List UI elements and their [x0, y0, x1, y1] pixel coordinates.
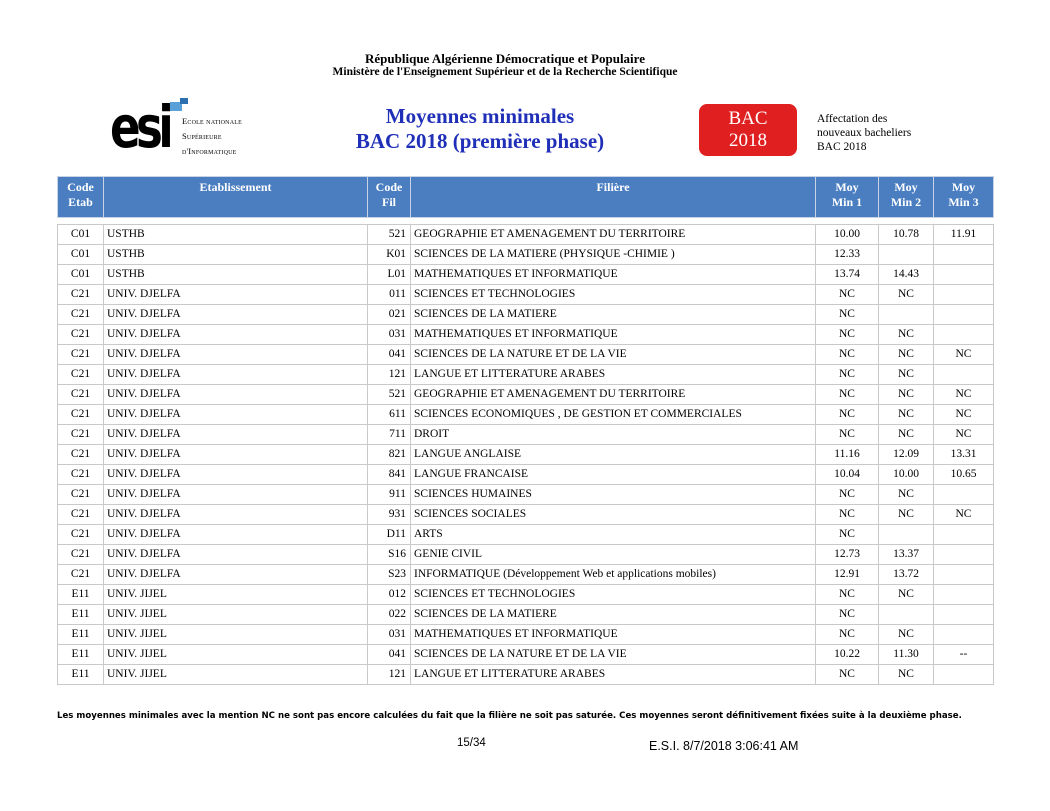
cell-etablissement: UNIV. DJELFA: [104, 325, 368, 345]
cell-code-fil: 031: [368, 325, 411, 345]
cell-moy-min-1: NC: [816, 425, 879, 445]
logo-text-line3: d'Informatique: [182, 146, 237, 156]
cell-moy-min-2: 13.37: [879, 545, 934, 565]
cell-filiere: DROIT: [411, 425, 816, 445]
cell-moy-min-1: 10.04: [816, 465, 879, 485]
cell-code-fil: 041: [368, 645, 411, 665]
cell-moy-min-2: 14.43: [879, 265, 934, 285]
header-code-fil: Code Fil: [368, 177, 411, 218]
logo-text: [182, 114, 242, 159]
cell-code-fil: 521: [368, 385, 411, 405]
cell-code-fil: 911: [368, 485, 411, 505]
cell-moy-min-3: [934, 245, 994, 265]
table-row: [58, 305, 994, 325]
table-row: [58, 225, 994, 245]
table-row: [58, 425, 994, 445]
cell-code-fil: 041: [368, 345, 411, 365]
cell-moy-min-1: 10.00: [816, 225, 879, 245]
cell-moy-min-2: 10.78: [879, 225, 934, 245]
affectation-line2: nouveaux bacheliers: [817, 127, 912, 139]
cell-code-etab: E11: [58, 625, 104, 645]
cell-filiere: MATHEMATIQUES ET INFORMATIQUE: [411, 325, 816, 345]
cell-moy-min-1: NC: [816, 665, 879, 685]
header-filiere: Filière: [411, 177, 816, 218]
table-row: [58, 585, 994, 605]
cell-code-fil: 611: [368, 405, 411, 425]
cell-etablissement: UNIV. DJELFA: [104, 525, 368, 545]
cell-filiere: SCIENCES DE LA MATIERE: [411, 305, 816, 325]
table-row: [58, 645, 994, 665]
header-republic: République Algérienne Démocratique et Populaire: [365, 51, 645, 66]
cell-moy-min-2: 13.72: [879, 565, 934, 585]
cell-code-fil: S16: [368, 545, 411, 565]
results-table-wrap: [57, 176, 994, 685]
cell-moy-min-3: [934, 485, 994, 505]
cell-etablissement: UNIV. DJELFA: [104, 445, 368, 465]
cell-code-fil: 821: [368, 445, 411, 465]
cell-filiere: LANGUE ANGLAISE: [411, 445, 816, 465]
cell-moy-min-3: 10.65: [934, 465, 994, 485]
results-table: [57, 176, 994, 685]
cell-code-fil: 121: [368, 365, 411, 385]
cell-moy-min-3: [934, 665, 994, 685]
cell-etablissement: UNIV. DJELFA: [104, 545, 368, 565]
cell-etablissement: UNIV. DJELFA: [104, 485, 368, 505]
cell-moy-min-2: [879, 525, 934, 545]
cell-moy-min-3: NC: [934, 425, 994, 445]
cell-moy-min-1: 11.16: [816, 445, 879, 465]
cell-code-fil: 521: [368, 225, 411, 245]
cell-moy-min-2: NC: [879, 325, 934, 345]
cell-moy-min-2: 10.00: [879, 465, 934, 485]
esi-logo-letters: esi: [110, 93, 170, 161]
cell-code-etab: C21: [58, 425, 104, 445]
table-header-row: [58, 177, 994, 218]
cell-etablissement: UNIV. DJELFA: [104, 305, 368, 325]
cell-moy-min-3: [934, 265, 994, 285]
cell-moy-min-2: NC: [879, 365, 934, 385]
cell-code-fil: L01: [368, 265, 411, 285]
cell-code-fil: 022: [368, 605, 411, 625]
cell-moy-min-1: NC: [816, 305, 879, 325]
cell-code-fil: 012: [368, 585, 411, 605]
cell-moy-min-2: NC: [879, 505, 934, 525]
header-moy-min-2: Moy Min 2: [879, 177, 934, 218]
cell-filiere: SCIENCES DE LA NATURE ET DE LA VIE: [411, 345, 816, 365]
cell-moy-min-2: NC: [879, 585, 934, 605]
cell-filiere: SCIENCES DE LA NATURE ET DE LA VIE: [411, 645, 816, 665]
table-row: [58, 605, 994, 625]
cell-code-etab: C21: [58, 445, 104, 465]
footnote: Les moyennes minimales avec la mention NC ne sont pas encore calculées du fait que la filière ne soit pas saturée. Ces moyennes seront définitivement fixées suite à la deuxième phase.: [57, 711, 962, 721]
cell-moy-min-1: NC: [816, 525, 879, 545]
cell-code-fil: 011: [368, 285, 411, 305]
cell-moy-min-3: NC: [934, 385, 994, 405]
cell-moy-min-2: NC: [879, 385, 934, 405]
cell-filiere: LANGUE ET LITTERATURE ARABES: [411, 665, 816, 685]
cell-filiere: SCIENCES DE LA MATIERE: [411, 605, 816, 625]
cell-moy-min-2: 12.09: [879, 445, 934, 465]
cell-etablissement: UNIV. DJELFA: [104, 385, 368, 405]
cell-moy-min-1: 12.73: [816, 545, 879, 565]
cell-moy-min-3: NC: [934, 405, 994, 425]
header-code-etab: Code Etab: [58, 177, 104, 218]
cell-etablissement: UNIV. DJELFA: [104, 505, 368, 525]
cell-code-etab: C21: [58, 285, 104, 305]
cell-code-etab: C01: [58, 245, 104, 265]
cell-moy-min-1: NC: [816, 385, 879, 405]
affectation-line1: Affectation des: [817, 113, 888, 125]
cell-code-fil: S23: [368, 565, 411, 585]
table-row: [58, 405, 994, 425]
header-moy-min-3: Moy Min 3: [934, 177, 994, 218]
header-etablissement: Etablissement: [104, 177, 368, 218]
cell-code-etab: C01: [58, 265, 104, 285]
cell-code-etab: E11: [58, 645, 104, 665]
print-timestamp: E.S.I. 8/7/2018 3:06:41 AM: [649, 739, 799, 753]
table-row: [58, 665, 994, 685]
badge-line2: 2018: [729, 130, 767, 151]
cell-moy-min-3: 13.31: [934, 445, 994, 465]
cell-code-fil: K01: [368, 245, 411, 265]
cell-filiere: GEOGRAPHIE ET AMENAGEMENT DU TERRITOIRE: [411, 385, 816, 405]
cell-moy-min-3: NC: [934, 345, 994, 365]
document-title: [300, 104, 660, 154]
cell-moy-min-1: 12.33: [816, 245, 879, 265]
table-row: [58, 245, 994, 265]
cell-code-etab: C21: [58, 465, 104, 485]
cell-moy-min-1: 10.22: [816, 645, 879, 665]
cell-moy-min-1: NC: [816, 285, 879, 305]
cell-moy-min-3: [934, 285, 994, 305]
affectation-line3: BAC 2018: [817, 141, 867, 153]
cell-code-etab: E11: [58, 585, 104, 605]
cell-filiere: INFORMATIQUE (Développement Web et applications mobiles): [411, 565, 816, 585]
cell-moy-min-2: NC: [879, 345, 934, 365]
cell-moy-min-2: [879, 305, 934, 325]
cell-filiere: GENIE CIVIL: [411, 545, 816, 565]
table-row: [58, 485, 994, 505]
cell-moy-min-2: NC: [879, 405, 934, 425]
cell-etablissement: UNIV. JIJEL: [104, 605, 368, 625]
cell-filiere: MATHEMATIQUES ET INFORMATIQUE: [411, 625, 816, 645]
cell-etablissement: UNIV. DJELFA: [104, 405, 368, 425]
cell-moy-min-2: [879, 605, 934, 625]
table-row: [58, 545, 994, 565]
header-ministry: Ministère de l'Enseignement Supérieur et de la Recherche Scientifique: [332, 66, 678, 78]
cell-etablissement: UNIV. JIJEL: [104, 665, 368, 685]
cell-filiere: GEOGRAPHIE ET AMENAGEMENT DU TERRITOIRE: [411, 225, 816, 245]
cell-code-fil: 841: [368, 465, 411, 485]
cell-filiere: SCIENCES ET TECHNOLOGIES: [411, 285, 816, 305]
cell-etablissement: USTHB: [104, 225, 368, 245]
table-row: [58, 465, 994, 485]
cell-etablissement: UNIV. DJELFA: [104, 285, 368, 305]
cell-moy-min-1: 13.74: [816, 265, 879, 285]
table-row: [58, 445, 994, 465]
cell-etablissement: UNIV. JIJEL: [104, 645, 368, 665]
esi-logo: [110, 93, 260, 161]
cell-code-etab: C21: [58, 385, 104, 405]
cell-code-fil: 021: [368, 305, 411, 325]
cell-filiere: SCIENCES ECONOMIQUES , DE GESTION ET COMMERCIALES: [411, 405, 816, 425]
cell-code-fil: 031: [368, 625, 411, 645]
cell-moy-min-1: NC: [816, 585, 879, 605]
cell-moy-min-2: NC: [879, 665, 934, 685]
cell-filiere: LANGUE FRANCAISE: [411, 465, 816, 485]
cell-etablissement: UNIV. DJELFA: [104, 345, 368, 365]
cell-etablissement: USTHB: [104, 245, 368, 265]
cell-moy-min-1: NC: [816, 625, 879, 645]
cell-filiere: SCIENCES HUMAINES: [411, 485, 816, 505]
cell-filiere: SCIENCES DE LA MATIERE (PHYSIQUE -CHIMIE ): [411, 245, 816, 265]
cell-moy-min-2: NC: [879, 285, 934, 305]
cell-code-etab: C21: [58, 485, 104, 505]
cell-code-fil: 121: [368, 665, 411, 685]
cell-moy-min-3: NC: [934, 505, 994, 525]
cell-moy-min-2: NC: [879, 485, 934, 505]
table-row: [58, 365, 994, 385]
cell-code-etab: C21: [58, 405, 104, 425]
table-row: [58, 625, 994, 645]
cell-moy-min-3: [934, 585, 994, 605]
cell-moy-min-1: NC: [816, 505, 879, 525]
cell-moy-min-1: 12.91: [816, 565, 879, 585]
cell-code-etab: E11: [58, 665, 104, 685]
cell-etablissement: UNIV. DJELFA: [104, 465, 368, 485]
cell-moy-min-3: [934, 565, 994, 585]
cell-etablissement: UNIV. JIJEL: [104, 625, 368, 645]
table-row: [58, 565, 994, 585]
cell-filiere: ARTS: [411, 525, 816, 545]
cell-moy-min-3: [934, 305, 994, 325]
cell-moy-min-3: [934, 365, 994, 385]
cell-code-etab: C21: [58, 525, 104, 545]
table-row: [58, 385, 994, 405]
table-row: [58, 325, 994, 345]
table-row: [58, 505, 994, 525]
cell-code-fil: D11: [368, 525, 411, 545]
cell-moy-min-3: [934, 625, 994, 645]
header-moy-min-1: Moy Min 1: [816, 177, 879, 218]
cell-moy-min-2: NC: [879, 425, 934, 445]
cell-code-fil: 931: [368, 505, 411, 525]
cell-moy-min-1: NC: [816, 365, 879, 385]
table-row: [58, 345, 994, 365]
cell-moy-min-2: 11.30: [879, 645, 934, 665]
cell-filiere: MATHEMATIQUES ET INFORMATIQUE: [411, 265, 816, 285]
cell-code-etab: C21: [58, 325, 104, 345]
cell-moy-min-1: NC: [816, 485, 879, 505]
cell-code-etab: C21: [58, 545, 104, 565]
cell-code-etab: C21: [58, 565, 104, 585]
cell-etablissement: UNIV. DJELFA: [104, 425, 368, 445]
logo-square-dark: [180, 98, 188, 104]
cell-code-fil: 711: [368, 425, 411, 445]
cell-etablissement: UNIV. JIJEL: [104, 585, 368, 605]
page-number: 15/34: [457, 737, 486, 749]
cell-filiere: SCIENCES ET TECHNOLOGIES: [411, 585, 816, 605]
affectation-note: [817, 112, 911, 154]
cell-etablissement: UNIV. DJELFA: [104, 565, 368, 585]
cell-filiere: LANGUE ET LITTERATURE ARABES: [411, 365, 816, 385]
cell-filiere: SCIENCES SOCIALES: [411, 505, 816, 525]
cell-moy-min-3: [934, 325, 994, 345]
cell-moy-min-2: [879, 245, 934, 265]
logo-text-line2: Supérieure: [182, 131, 222, 141]
cell-code-etab: C01: [58, 225, 104, 245]
bac-2018-badge: [699, 104, 797, 156]
cell-code-etab: E11: [58, 605, 104, 625]
table-row: [58, 525, 994, 545]
cell-moy-min-1: NC: [816, 405, 879, 425]
cell-code-etab: C21: [58, 345, 104, 365]
table-row: [58, 285, 994, 305]
cell-moy-min-3: 11.91: [934, 225, 994, 245]
cell-moy-min-3: --: [934, 645, 994, 665]
title-line1: Moyennes minimales: [385, 104, 575, 128]
cell-moy-min-3: [934, 545, 994, 565]
logo-text-line1: Ecole nationale: [182, 116, 242, 126]
cell-moy-min-1: NC: [816, 345, 879, 365]
table-row: [58, 265, 994, 285]
cell-moy-min-1: NC: [816, 605, 879, 625]
cell-code-etab: C21: [58, 505, 104, 525]
badge-line1: BAC: [728, 108, 768, 129]
cell-code-etab: C21: [58, 305, 104, 325]
cell-etablissement: UNIV. DJELFA: [104, 365, 368, 385]
cell-code-etab: C21: [58, 365, 104, 385]
cell-moy-min-3: [934, 605, 994, 625]
cell-moy-min-2: NC: [879, 625, 934, 645]
cell-moy-min-1: NC: [816, 325, 879, 345]
cell-moy-min-3: [934, 525, 994, 545]
title-line2: BAC 2018 (première phase): [355, 129, 605, 153]
cell-etablissement: USTHB: [104, 265, 368, 285]
